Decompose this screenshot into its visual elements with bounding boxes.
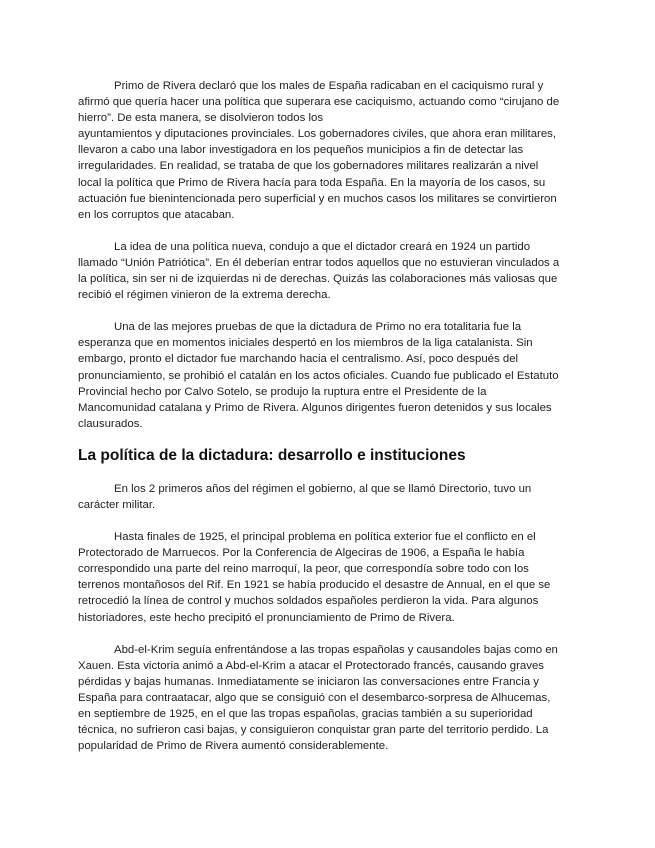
document-page — [78, 78, 578, 754]
text-line: Abd-el-Krim seguía enfrentándose a las tropas españolas y causandoles bajas como en — [114, 643, 558, 656]
paragraph — [78, 529, 578, 626]
text-line: recibió el régimen vinieron de la extrema derecha. — [78, 289, 331, 302]
text-line: llamado “Unión Patriótica”. En él deberían entrar todos aquellos que no estuvieran vinculados a — [78, 256, 560, 269]
paragraph — [78, 642, 578, 755]
text-line: ayuntamientos y diputaciones provinciales. Los gobernadores civiles, que ahora eran militares, — [78, 128, 557, 141]
text-line: Primo de Rivera declaró que los males de España radicaban en el caciquismo rural y — [114, 80, 544, 92]
text-line: embargo, pronto el dictador fue marchando hacia el centralismo. Así, poco después del — [78, 353, 519, 366]
text-line: historiadores, este hecho precipitó el pronunciamiento de Primo de Rivera. — [78, 611, 455, 624]
text-line: En los 2 primeros años del régimen el gobierno, al que se llamó Directorio, tuvo un — [114, 482, 532, 495]
text-line: Mancomunidad catalana y Primo de Rivera. Algunos dirigentes fueron detenidos y sus locales — [78, 401, 552, 414]
text-line: popularidad de Primo de Rivera aumentó considerablemente. — [78, 740, 389, 753]
section-spacer — [78, 466, 578, 481]
text-line: Una de las mejores pruebas de que la dictadura de Primo no era totalitaria fue la — [114, 321, 522, 334]
text-line: carácter militar. — [78, 498, 156, 511]
text-line: España para contraatacar, algo que se consiguió con el desembarco-sorpresa de Alhucemas, — [78, 691, 551, 704]
text-line: Provincial hecho por Calvo Sotelo, se produjo la ruptura entre el Presidente de la — [78, 385, 487, 398]
text-line: retrocedió la línea de control y muchos soldados españoles perdieron la vida. Para algunos — [78, 595, 539, 608]
text-line: en los corruptos que atacaban. — [78, 208, 235, 221]
text-line: la política, sin ser ni de izquierdas ni de derechas. Quizás las colaboraciones más valiosas que — [78, 273, 558, 286]
text-line: La idea de una política nueva, condujo a que el dictador creará en 1924 un partido — [114, 240, 531, 253]
paragraph — [78, 319, 578, 432]
text-line: clausurados. — [78, 417, 143, 430]
text-line: actuación fue bienintencionada pero superficial y en muchos casos los militares se convirtieron — [78, 192, 557, 205]
paragraph — [78, 239, 578, 303]
paragraph — [78, 481, 578, 513]
text-line: hierro”. De esta manera, se disolvieron todos los — [78, 112, 324, 125]
text-line: Protectorado de Marruecos. Por la Conferencia de Algeciras de 1906, a España le había — [78, 547, 525, 560]
text-line: esperanza que en momentos iniciales despertó en los miembros de la liga catalanista. Sin — [78, 337, 533, 350]
paragraph-spacer — [78, 223, 578, 239]
section-heading: La política de la dictadura: desarrollo e instituciones — [78, 446, 466, 464]
text-line: Xauen. Esta victoria animó a Abd-el-Krim a atacar el Protectorado francés, causando graves — [78, 659, 544, 672]
text-line: local la política que Primo de Rivera hacía para toda España. En la mayoría de los casos, su — [78, 176, 546, 189]
paragraph — [78, 78, 578, 223]
text-line: técnica, no sufrieron casi bajas, y consiguieron conquistar gran parte del territorio perdido. La — [78, 724, 549, 737]
paragraph-spacer — [78, 626, 578, 642]
paragraph-spacer — [78, 513, 578, 529]
text-line: en septiembre de 1925, en el que las tropas españolas, gracias también a su superioridad — [78, 708, 533, 720]
text-line: llevaron a cabo una labor investigadora en los pequeños municipios a fin de detectar las — [78, 144, 524, 157]
text-line: terrenos montañosos del Rif. En 1921 se había producido el desastre de Annual, en el que se — [78, 579, 551, 592]
text-line: irregularidades. En realidad, se trataba de que los gobernadores militares realizarán a nivel — [78, 160, 539, 173]
text-line: afirmó que quería hacer una política que superara ese caciquismo, actuando como “cirujano de — [78, 96, 560, 109]
text-line: Hasta finales de 1925, el principal problema en política exterior fue el conflicto en el — [114, 531, 536, 544]
text-line: pronunciamiento, se prohibió el catalán en los actos oficiales. Cuando fue publicado el Estatuto — [78, 369, 559, 382]
section-spacer — [78, 432, 578, 446]
text-line: pérdidas y bajas humanas. Inmediatamente se iniciaron las conversaciones entre Francia y — [78, 675, 539, 688]
paragraph-spacer — [78, 303, 578, 319]
text-line: correspondido una parte del reino marroquí, la peor, que correspondía sobre todo con los — [78, 563, 529, 576]
